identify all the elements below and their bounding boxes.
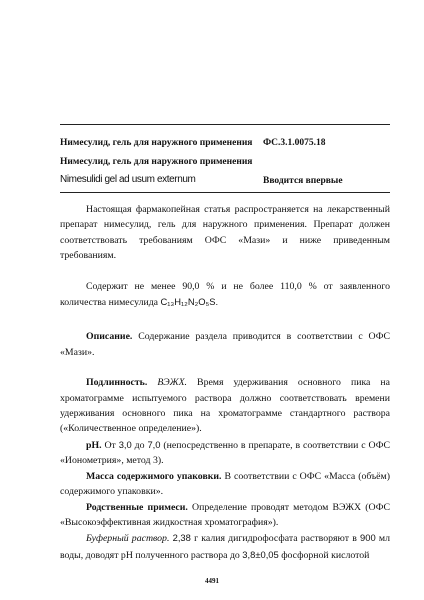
title-ru-2: Нимесулид, гель для наружного применения — [60, 157, 253, 167]
buffer-section: Буферный раствор. 2,38 г калия дигидрофосфата растворяют в 900 мл воды, доводят pH полученного раствора до 3,8±0,05 фосфорной кислотой — [60, 532, 390, 561]
document-body — [60, 202, 390, 563]
impurities-section: Родственные примеси. Определение проводят методом ВЭЖХ (ОФС «Высокоэффективная жидкостная хроматография»). — [60, 501, 391, 528]
content-paragraph: Содержит не менее 90,0 % и не более 110,0 % от заявленного количества нимесулида C₁₃H₁₂N₂O₅S. — [60, 280, 391, 309]
molecular-formula: C₁₃H₁₂N₂O₅S. — [160, 296, 219, 308]
ph-section: pH. От 3,0 до 7,0 (непосредственно в препарате, в соответствии с ОФС «Ионометрия», метод 3). — [60, 438, 391, 467]
title-ru-1: Нимесулид, гель для наружного применения — [60, 138, 253, 148]
identity-section: Подлинность. ВЭЖХ. Время удерживания основного пика на хроматограмме испытуемого раствора должно соответствовать времени удерживания основного пика на хроматограмме стандартного раствора («Количественное определение»). — [60, 377, 391, 435]
mass-section: Масса содержимого упаковки. В соответствии с ОФС «Масса (объём) содержимого упаковки». — [60, 470, 390, 498]
page-number: 4491 — [205, 577, 219, 585]
introduced-label: Вводится впервые — [263, 176, 343, 186]
description-section: Описание. Содержание раздела приводится в соответствии с ОФС «Мази». — [60, 331, 390, 358]
intro-paragraph: Настоящая фармакопейная статья распространяется на лекарственный препарат нимесулид, гель для наружного применения. Препарат должен соответствовать требованиям ОФС «Мази» и ниже приведенным требованиям. — [60, 204, 390, 262]
title-latin: Nimesulidi gel ad usum externum — [60, 174, 196, 185]
header-top-rule — [60, 124, 390, 125]
pharmacopoeia-code: ФС.3.1.0075.18 — [263, 138, 326, 148]
header-bottom-rule — [60, 192, 390, 193]
